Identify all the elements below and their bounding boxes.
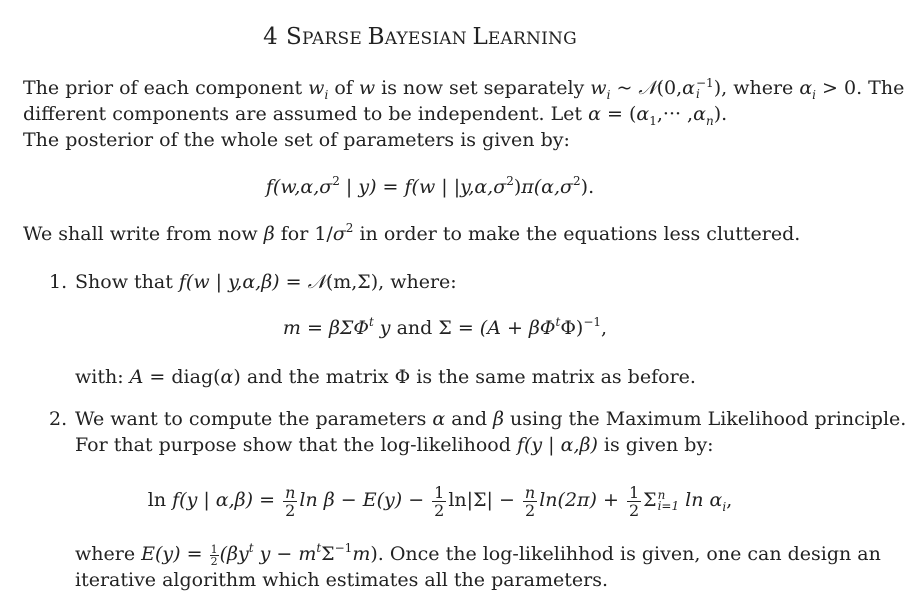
math-f: f [404, 176, 412, 198]
text: The prior of each component [23, 77, 309, 99]
text: for 1/ [274, 223, 333, 245]
denominator: 2 [628, 500, 640, 520]
text: (m,Σ), where: [325, 271, 457, 293]
text: in order to make the equations less cluttered. [353, 223, 801, 245]
math-sub: i [722, 500, 727, 514]
text: where [75, 543, 142, 565]
math-sum: Σ [643, 489, 657, 511]
text: = diag( [143, 366, 221, 388]
math-sub: 1 [649, 114, 657, 128]
denominator: 2 [285, 500, 296, 520]
text: and [445, 408, 494, 430]
math-m: m [282, 317, 301, 339]
math-sigma: σ [332, 223, 346, 245]
text: ). [713, 103, 728, 125]
text: For that purpose show that the log-likelihood [75, 434, 517, 456]
item-2-line-4: iterative algorithm which estimates all the parameters. [75, 569, 608, 591]
math-sub: n [705, 114, 714, 128]
math-sigma: Σ [438, 317, 452, 339]
math-sup: t [316, 541, 322, 555]
text: = ( [600, 103, 637, 125]
section-title [0, 24, 840, 50]
text: ~ [610, 77, 639, 99]
math-expr: ln β − [299, 489, 363, 511]
math-expr: ln|Σ| − [448, 489, 521, 511]
math-alpha: α [682, 77, 695, 99]
math-ln: ln [147, 489, 173, 511]
denominator: 2 [434, 500, 445, 520]
math-m: m [298, 543, 317, 565]
math-op: , [726, 489, 733, 511]
math-A: A [129, 366, 144, 388]
math-expr: βΣΦ [328, 317, 369, 339]
math-fraction [432, 484, 446, 519]
math-op: = [300, 317, 329, 339]
item-2-line-1 [75, 407, 906, 431]
math-args: (y | α,β) [523, 434, 598, 456]
text: > 0. The [816, 77, 905, 99]
math-args: ) [513, 176, 522, 198]
numerator: n [524, 482, 536, 502]
math-fraction [210, 544, 219, 567]
math-beta: β [263, 223, 275, 245]
math-w: w [308, 77, 325, 99]
math-y: y [373, 317, 391, 339]
math-args: (α,σ [533, 176, 574, 198]
math-sup: 2 [345, 221, 354, 235]
math-alpha: α [636, 103, 650, 125]
math-alpha: α [799, 77, 813, 99]
math-expr: = (A + βΦ [451, 317, 556, 339]
math-pi: π [521, 176, 534, 198]
math-f: f [516, 434, 524, 456]
math-expr: (y) = [155, 543, 209, 565]
math-sup: t [555, 315, 561, 329]
title-part: AYESIAN [384, 29, 473, 49]
item-2-line-2 [75, 433, 714, 457]
math-sub: i=1 [657, 499, 680, 513]
item-1-line-1 [75, 270, 457, 294]
math-fraction [283, 484, 297, 519]
text: ). Once the log-likelihhod is given, one can design an [370, 543, 881, 565]
math-supsub [658, 490, 680, 512]
list-item-number: 2. [49, 408, 68, 430]
section-number: 4 [263, 24, 278, 50]
math-f: f [265, 176, 273, 198]
text: ), where [713, 77, 800, 99]
math-args: ). [580, 176, 595, 198]
math-alpha: α [432, 408, 446, 430]
text: (0, [656, 77, 683, 99]
math-sup: 2 [332, 174, 340, 188]
math-args: (y | α,β) = [179, 489, 282, 511]
math-f: f [178, 271, 186, 293]
math-supsub [696, 78, 714, 100]
text: and [390, 317, 439, 339]
math-sup: t [368, 315, 374, 329]
math-sup: −1 [334, 541, 353, 555]
math-fraction [523, 484, 537, 519]
math-sup: 2 [573, 174, 581, 188]
math-sub: i [696, 87, 700, 101]
math-sup: 2 [506, 174, 514, 188]
numerator: 1 [628, 482, 640, 502]
math-sup: −1 [696, 76, 714, 90]
math-sup: t [248, 541, 254, 555]
text: using the Maximum Likelihood principle. [504, 408, 906, 430]
math-op: , [601, 317, 608, 339]
title-part: B [367, 24, 385, 50]
text: ) and the matrix Φ is the same matrix as before. [233, 366, 696, 388]
numerator: 1 [434, 482, 445, 502]
math-y: y [237, 543, 249, 565]
intro-line-2 [23, 102, 727, 126]
numerator: 1 [210, 542, 218, 556]
math-alpha: α [588, 103, 601, 125]
numerator: n [285, 482, 296, 502]
math-w: w [358, 77, 376, 99]
text: ,··· , [656, 103, 694, 125]
text: Show that [75, 271, 179, 293]
math-expr: y − [253, 543, 299, 565]
math-sub: i [812, 88, 816, 102]
text: with: [75, 366, 130, 388]
math-sup: −1 [583, 315, 602, 329]
title-part: PARSE [301, 29, 368, 49]
math-fraction [627, 484, 641, 519]
math-alpha: α [220, 366, 234, 388]
intro-line-3: The posterior of the whole set of parameters is given by: [23, 129, 570, 151]
math-normal: 𝒩 [307, 271, 326, 293]
math-args: (w | |y,α,σ [411, 176, 507, 198]
denominator: 2 [524, 500, 536, 520]
math-sigma: Σ [321, 543, 335, 565]
math-beta: β [493, 408, 505, 430]
beta-note [23, 222, 800, 246]
text: different components are assumed to be independent. Let [23, 103, 589, 125]
math-normal: 𝒩 [638, 77, 657, 99]
math-expr: Φ) [560, 317, 584, 339]
log-likelihood-equation [10, 482, 870, 522]
item-1-equation [15, 316, 875, 340]
denominator: 2 [210, 554, 218, 568]
math-expr: ln(2π) + [539, 489, 625, 511]
math-args: | y) = [339, 176, 405, 198]
math-w: w [590, 77, 607, 99]
title-part: EARNING [487, 29, 577, 49]
math-expr: ln α [679, 489, 723, 511]
math-E: E [362, 489, 377, 511]
math-sup: n [657, 488, 666, 502]
text: is given by: [597, 434, 714, 456]
math-m: m [352, 543, 371, 565]
item-2-line-3 [75, 542, 881, 567]
math-sub: i [324, 88, 329, 102]
text: of [328, 77, 359, 99]
math-E: E [141, 543, 155, 565]
text: We want to compute the parameters [75, 408, 433, 430]
item-1-line-2 [75, 365, 696, 389]
title-part: L [472, 24, 488, 50]
math-args: (w | y,α,β) = [185, 271, 308, 293]
posterior-equation [0, 175, 860, 199]
math-expr: (β [219, 543, 238, 565]
list-item-number: 1. [49, 271, 68, 293]
math-f: f [172, 489, 180, 511]
text: We shall write from now [23, 223, 264, 245]
text: is now set separately [375, 77, 591, 99]
math-args: (w,α,σ [272, 176, 333, 198]
title-part: S [285, 24, 302, 50]
math-sub: i [606, 88, 611, 102]
intro-line-1 [23, 76, 904, 100]
math-expr: (y) − [376, 489, 431, 511]
math-alpha: α [693, 103, 706, 125]
